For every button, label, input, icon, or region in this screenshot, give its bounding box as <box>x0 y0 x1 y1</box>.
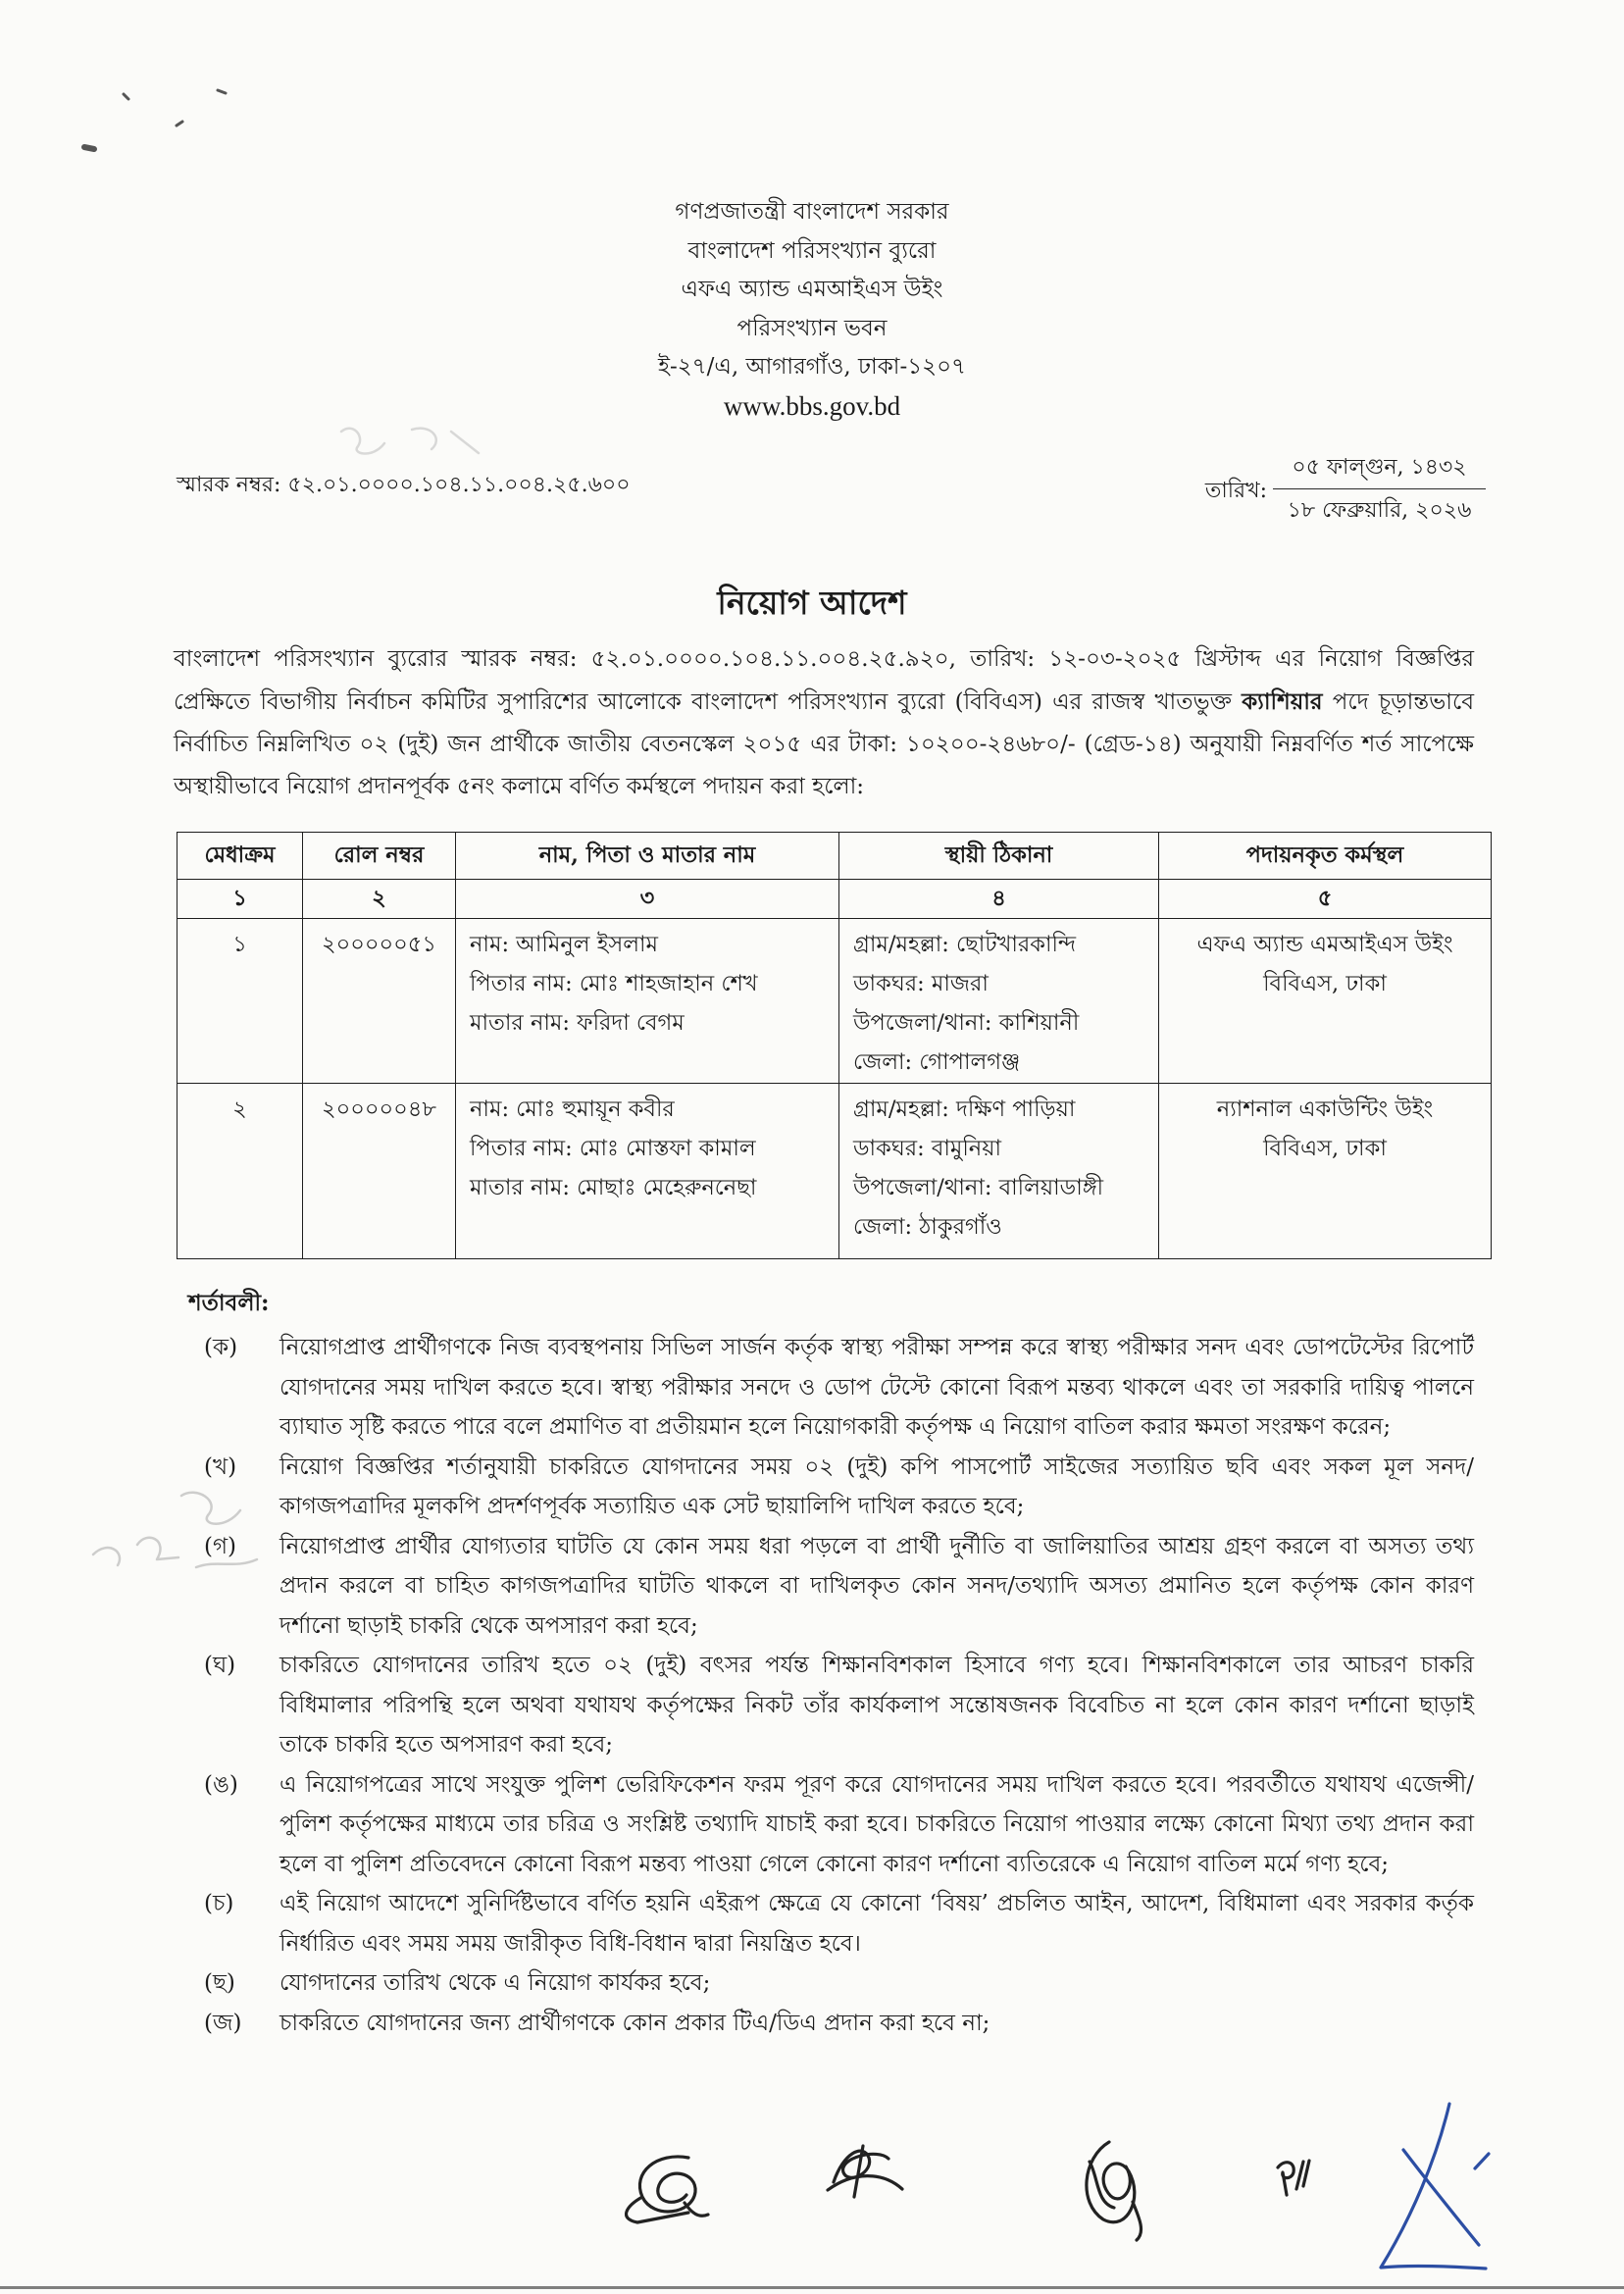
workplace-wing: ন্যাশনাল একাউন্টিং উইং <box>1216 1096 1434 1122</box>
signature-1 <box>627 2157 708 2222</box>
condition-item <box>196 1328 1474 1448</box>
merit-rank: ১ <box>232 932 247 957</box>
scan-speck <box>177 122 182 126</box>
condition-text: চাকরিতে যোগদানের জন্য প্রার্থীগণকে কোন প্রকার টিএ/ডিএ প্রদান করা হবে না; <box>279 2010 990 2036</box>
address-lines <box>839 919 1158 1082</box>
condition-item <box>196 2004 1474 2044</box>
address-cell <box>839 1084 1159 1259</box>
date-label: তারিখ: <box>1204 479 1267 503</box>
letterhead <box>420 193 1204 427</box>
workplace-wing: এফএ অ্যান্ড এমআইএস উইং <box>1196 932 1453 957</box>
condition-item <box>196 1884 1474 1963</box>
name-cell <box>456 1084 839 1259</box>
condition-item <box>196 1527 1474 1647</box>
workplace-cell <box>1159 1084 1492 1259</box>
address-district: জেলা: ঠাকুরগাঁও <box>853 1214 1002 1240</box>
page-title: নিয়োগ আদেশ <box>717 584 907 622</box>
conditions-heading: শর্তাবলী: <box>188 1290 270 1316</box>
intro-text-before: বাংলাদেশ পরিসংখ্যান ব্যুরোর স্মারক নম্বর: ৫২.০১.০০০০.১০৪.১১.০০৪.২৫.৯২০, তারিখ: ১২-০৩-২০২৫ খ্রিস্টাব্দ এর নিয়োগ বিজ্ঞপ্তির প্রেক্ষিতে বিভাগীয় নির্বাচন কমিটির সুপারিশের আলোকে বাংলাদেশ পরিসংখ্যান ব্যুরো (বিবিএস) এর রাজস্ব খাতভুক্ত <box>174 646 1474 715</box>
scan-speck <box>218 90 226 93</box>
condition-label: (ঘ) <box>204 1653 236 1678</box>
memo-label: স্মারক নম্বর: <box>177 473 281 497</box>
mother-name: মাতার নাম: মোছাঃ মেহেরুননেছা <box>470 1175 757 1200</box>
condition-label: (চ) <box>204 1891 234 1916</box>
condition-item <box>196 1765 1474 1885</box>
table-row <box>178 1084 1492 1259</box>
gregorian-date: ১৮ ফেব্রুয়ারি, ২০২৬ <box>1287 498 1472 523</box>
condition-text: এই নিয়োগ আদেশে সুনির্দিষ্টভাবে বর্ণিত হয়নি এইরূপ ক্ষেত্রে যে কোনো ‘বিষয়’ প্রচলিত আইন, আদেশ, বিধিমালা এবং সরকার কর্তৃক নির্ধারিত এবং সময় সময় জারীকৃত বিধি-বিধান দ্বারা নিয়ন্ত্রিত হবে। <box>279 1891 1474 1957</box>
column-number: ৪ <box>839 880 1159 919</box>
letterhead-government: গণপ্রজাতন্ত্রী বাংলাদেশ সরকার <box>675 199 949 225</box>
intro-text-after: পদে চূড়ান্তভাবে নির্বাচিত নিম্নলিখিত ০২ (দুই) জন প্রার্থীকে জাতীয় বেতনস্কেল ২০১৫ এর টাকা: ১০২০০-২৪৬৮০/- (গ্রেড-১৪) অনুযায়ী নিম্নবর্ণিত শর্ত সাপেক্ষে অস্থায়ীভাবে নিয়োগ প্রদানপূর্বক ৫নং কলামে বর্ণিত কর্মস্থলে পদায়ন করা হলো: <box>174 689 1475 799</box>
table-row <box>178 919 1492 1084</box>
name-cell <box>456 919 839 1084</box>
merit-rank-cell <box>178 919 303 1084</box>
condition-label: (ছ) <box>204 1970 235 1996</box>
letterhead-building: পরিসংখ্যান ভবন <box>736 315 888 341</box>
merit-rank-cell <box>178 1084 303 1259</box>
roll-number-cell <box>303 919 456 1084</box>
condition-label: (ঙ) <box>204 1771 238 1798</box>
header-roll-number: রোল নম্বর <box>303 833 456 880</box>
bangla-date: ০৫ ফাল্গুন, ১৪৩২ <box>1273 449 1486 489</box>
post-name: ক্যাশিয়ার <box>1242 688 1323 715</box>
father-name: পিতার নাম: মোঃ শাহজাহান শেখ <box>470 971 758 996</box>
roll-number: ২০০০০০৫১ <box>322 932 436 957</box>
condition-item <box>196 1448 1474 1527</box>
address-post-office: ডাকঘর: বামুনিয়া <box>853 1136 1002 1161</box>
scan-bottom-edge <box>0 2286 1624 2289</box>
letterhead-website: www.bbs.gov.bd <box>723 390 901 421</box>
condition-text: নিয়োগপ্রাপ্ত প্রার্থীগণকে নিজ ব্যবস্থপনায় সিভিল সার্জন কর্তৃক স্বাস্থ্য পরীক্ষা সম্পন্ন করে স্বাস্থ্য পরীক্ষার সনদ এবং ডোপটেস্টের রিপোর্ট যোগদানের সময় দাখিল করতে হবে। স্বাস্থ্য পরীক্ষার সনদে ও ডোপ টেস্টে কোনো বিরূপ মন্তব্য থাকলে এবং তা সরকারি দায়িত্ব পালনে ব্যাঘাত সৃষ্টি করতে পারে বলে প্রমাণিত বা প্রতীয়মান হলে নিয়োগকারী কর্তৃপক্ষ এ নিয়োগ বাতিল করার ক্ষমতা সংরক্ষণ করেন; <box>279 1335 1474 1440</box>
faint-scribble <box>93 1538 178 1565</box>
condition-label: (জ) <box>204 2010 242 2036</box>
workplace-lines <box>1159 1084 1491 1168</box>
candidate-name: নাম: মোঃ হুমায়ূন কবীর <box>470 1096 675 1122</box>
scan-speck <box>124 94 128 99</box>
faint-scribble <box>341 429 384 454</box>
address-lines <box>839 1084 1158 1247</box>
workplace-lines <box>1159 919 1491 1003</box>
signatures <box>627 2104 1489 2269</box>
header-workplace: পদায়নকৃত কর্মস্থল <box>1159 833 1492 880</box>
condition-label: (ক) <box>204 1335 238 1360</box>
header-merit-rank: মেধাক্রম <box>178 833 303 880</box>
column-number: ৫ <box>1159 880 1492 919</box>
conditions-list <box>196 1328 1474 2043</box>
column-number: ১ <box>178 880 303 919</box>
faint-header-mark <box>341 429 479 454</box>
workplace-cell <box>1159 919 1492 1084</box>
father-name: পিতার নাম: মোঃ মোস্তফা কামাল <box>470 1136 756 1161</box>
letterhead-wing: এফএ অ্যান্ড এমআইএস উইং <box>681 277 943 303</box>
address-upazila: উপজেলা/থানা: বালিয়াডাঙ্গী <box>853 1175 1104 1200</box>
signature-4 <box>1278 2161 1309 2195</box>
letterhead-bureau: বাংলাদেশ পরিসংখ্যান ব্যুরো <box>687 237 937 264</box>
signature-2 <box>828 2146 902 2197</box>
candidate-table <box>177 832 1492 1259</box>
header-permanent-address: স্থায়ী ঠিকানা <box>839 833 1159 880</box>
condition-item <box>196 1963 1474 2004</box>
header-name: নাম, পিতা ও মাতার নাম <box>456 833 839 880</box>
condition-label: (খ) <box>204 1453 237 1480</box>
address-upazila: উপজেলা/থানা: কাশিয়ানী <box>853 1010 1080 1036</box>
scan-speck <box>84 147 94 149</box>
address-cell <box>839 919 1159 1084</box>
condition-label: (গ) <box>204 1533 237 1559</box>
name-lines <box>456 919 838 1043</box>
condition-text: নিয়োগপ্রাপ্ত প্রার্থীর যোগ্যতার ঘাটতি যে কোন সময় ধরা পড়লে বা প্রার্থী দুর্নীতি বা জালিয়াতির আশ্রয় গ্রহণ করলে বা অসত্য তথ্য প্রদান করলে বা চাহিত কাগজপত্রাদির ঘাটতি থাকলে বা দাখিলকৃত কোন সনদ/তথ্যাদি অসত্য প্রমানিত হলে কর্তৃপক্ষ কোন কারণ দর্শানো ছাড়াই চাকরি থেকে অপসারণ করা হবে; <box>279 1533 1474 1639</box>
condition-item <box>196 1646 1474 1765</box>
candidate-name: নাম: আমিনুল ইসলাম <box>470 932 659 957</box>
signature-3 <box>1087 2142 1142 2240</box>
workplace-office: বিবিএস, ঢাকা <box>1263 1136 1387 1161</box>
address-village: গ্রাম/মহল্লা: ছোটখারকান্দি <box>853 932 1077 957</box>
name-lines <box>456 1084 838 1207</box>
column-number-row <box>178 880 1492 919</box>
condition-text: নিয়োগ বিজ্ঞপ্তির শর্তানুযায়ী চাকরিতে যোগদানের সময় ০২ (দুই) কপি পাসপোর্ট সাইজের সত্যায়িত ছবি এবং সকল মূল সনদ/কাগজপত্রাদির মূলকপি প্রদর্শণপূর্বক সত্যায়িত এক সেট ছায়ালিপি দাখিল করতে হবে; <box>279 1453 1474 1519</box>
scan-specks <box>84 90 226 149</box>
condition-text: চাকরিতে যোগদানের তারিখ হতে ০২ (দুই) বৎসর পর্যন্ত শিক্ষানবিশকাল হিসাবে গণ্য হবে। শিক্ষানবিশকালে তার আচরণ চাকরি বিধিমালার পরিপন্থি হলে অথবা যথাযথ কর্তৃপক্ষের নিকট তাঁর কার্যকলাপ সন্তোষজনক বিবেচিত না হলে কোন কারণ দর্শানো ছাড়াই তাকে চাকরি হতে অপসারণ করা হবে; <box>279 1653 1474 1758</box>
table-header-row <box>178 833 1492 880</box>
address-post-office: ডাকঘর: মাজরা <box>853 971 989 996</box>
workplace-office: বিবিএস, ঢাকা <box>1263 971 1387 996</box>
address-district: জেলা: গোপালগঞ্জ <box>853 1049 1021 1075</box>
mother-name: মাতার নাম: ফরিদা বেগম <box>470 1010 685 1036</box>
intro-paragraph <box>174 638 1474 808</box>
signature-5 <box>1381 2104 1489 2269</box>
condition-text: যোগদানের তারিখ থেকে এ নিয়োগ কার্যকর হবে; <box>279 1970 711 1996</box>
address-village: গ্রাম/মহল্লা: দক্ষিণ পাড়িয়া <box>853 1096 1076 1122</box>
memo-number <box>177 469 631 502</box>
roll-number: ২০০০০০৪৮ <box>322 1096 436 1122</box>
merit-rank: ২ <box>232 1096 247 1122</box>
condition-text: এ নিয়োগপত্রের সাথে সংযুক্ত পুলিশ ভেরিফিকেশন ফরম পূরণ করে যোগদানের সময় দাখিল করতে হবে। পরবর্তীতে যথাযথ এজেন্সী/ পুলিশ কর্তৃপক্ষের মাধ্যমে তার চরিত্র ও সংশ্লিষ্ট তথ্যাদি যাচাই করা হবে। চাকরিতে নিয়োগ পাওয়ার লক্ষ্যে কোনো মিথ্যা তথ্য প্রদান করা হলে বা পুলিশ প্রতিবেদনে কোনো বিরূপ মন্তব্য পাওয়া গেলে কোনো কারণ দর্শানো ব্যতিরেকে এ নিয়োগ বাতিল মর্মে গণ্য হবে; <box>279 1771 1474 1877</box>
column-number: ৩ <box>456 880 839 919</box>
column-number: ২ <box>303 880 456 919</box>
letterhead-address: ই-২৭/এ, আগারগাঁও, ঢাকা-১২০৭ <box>657 354 967 381</box>
date-block <box>1273 449 1486 533</box>
memo-value: ৫২.০১.০০০০.১০৪.১১.০০৪.২৫.৬০০ <box>287 473 631 497</box>
faint-scribble <box>412 429 479 453</box>
roll-number-cell <box>303 1084 456 1259</box>
